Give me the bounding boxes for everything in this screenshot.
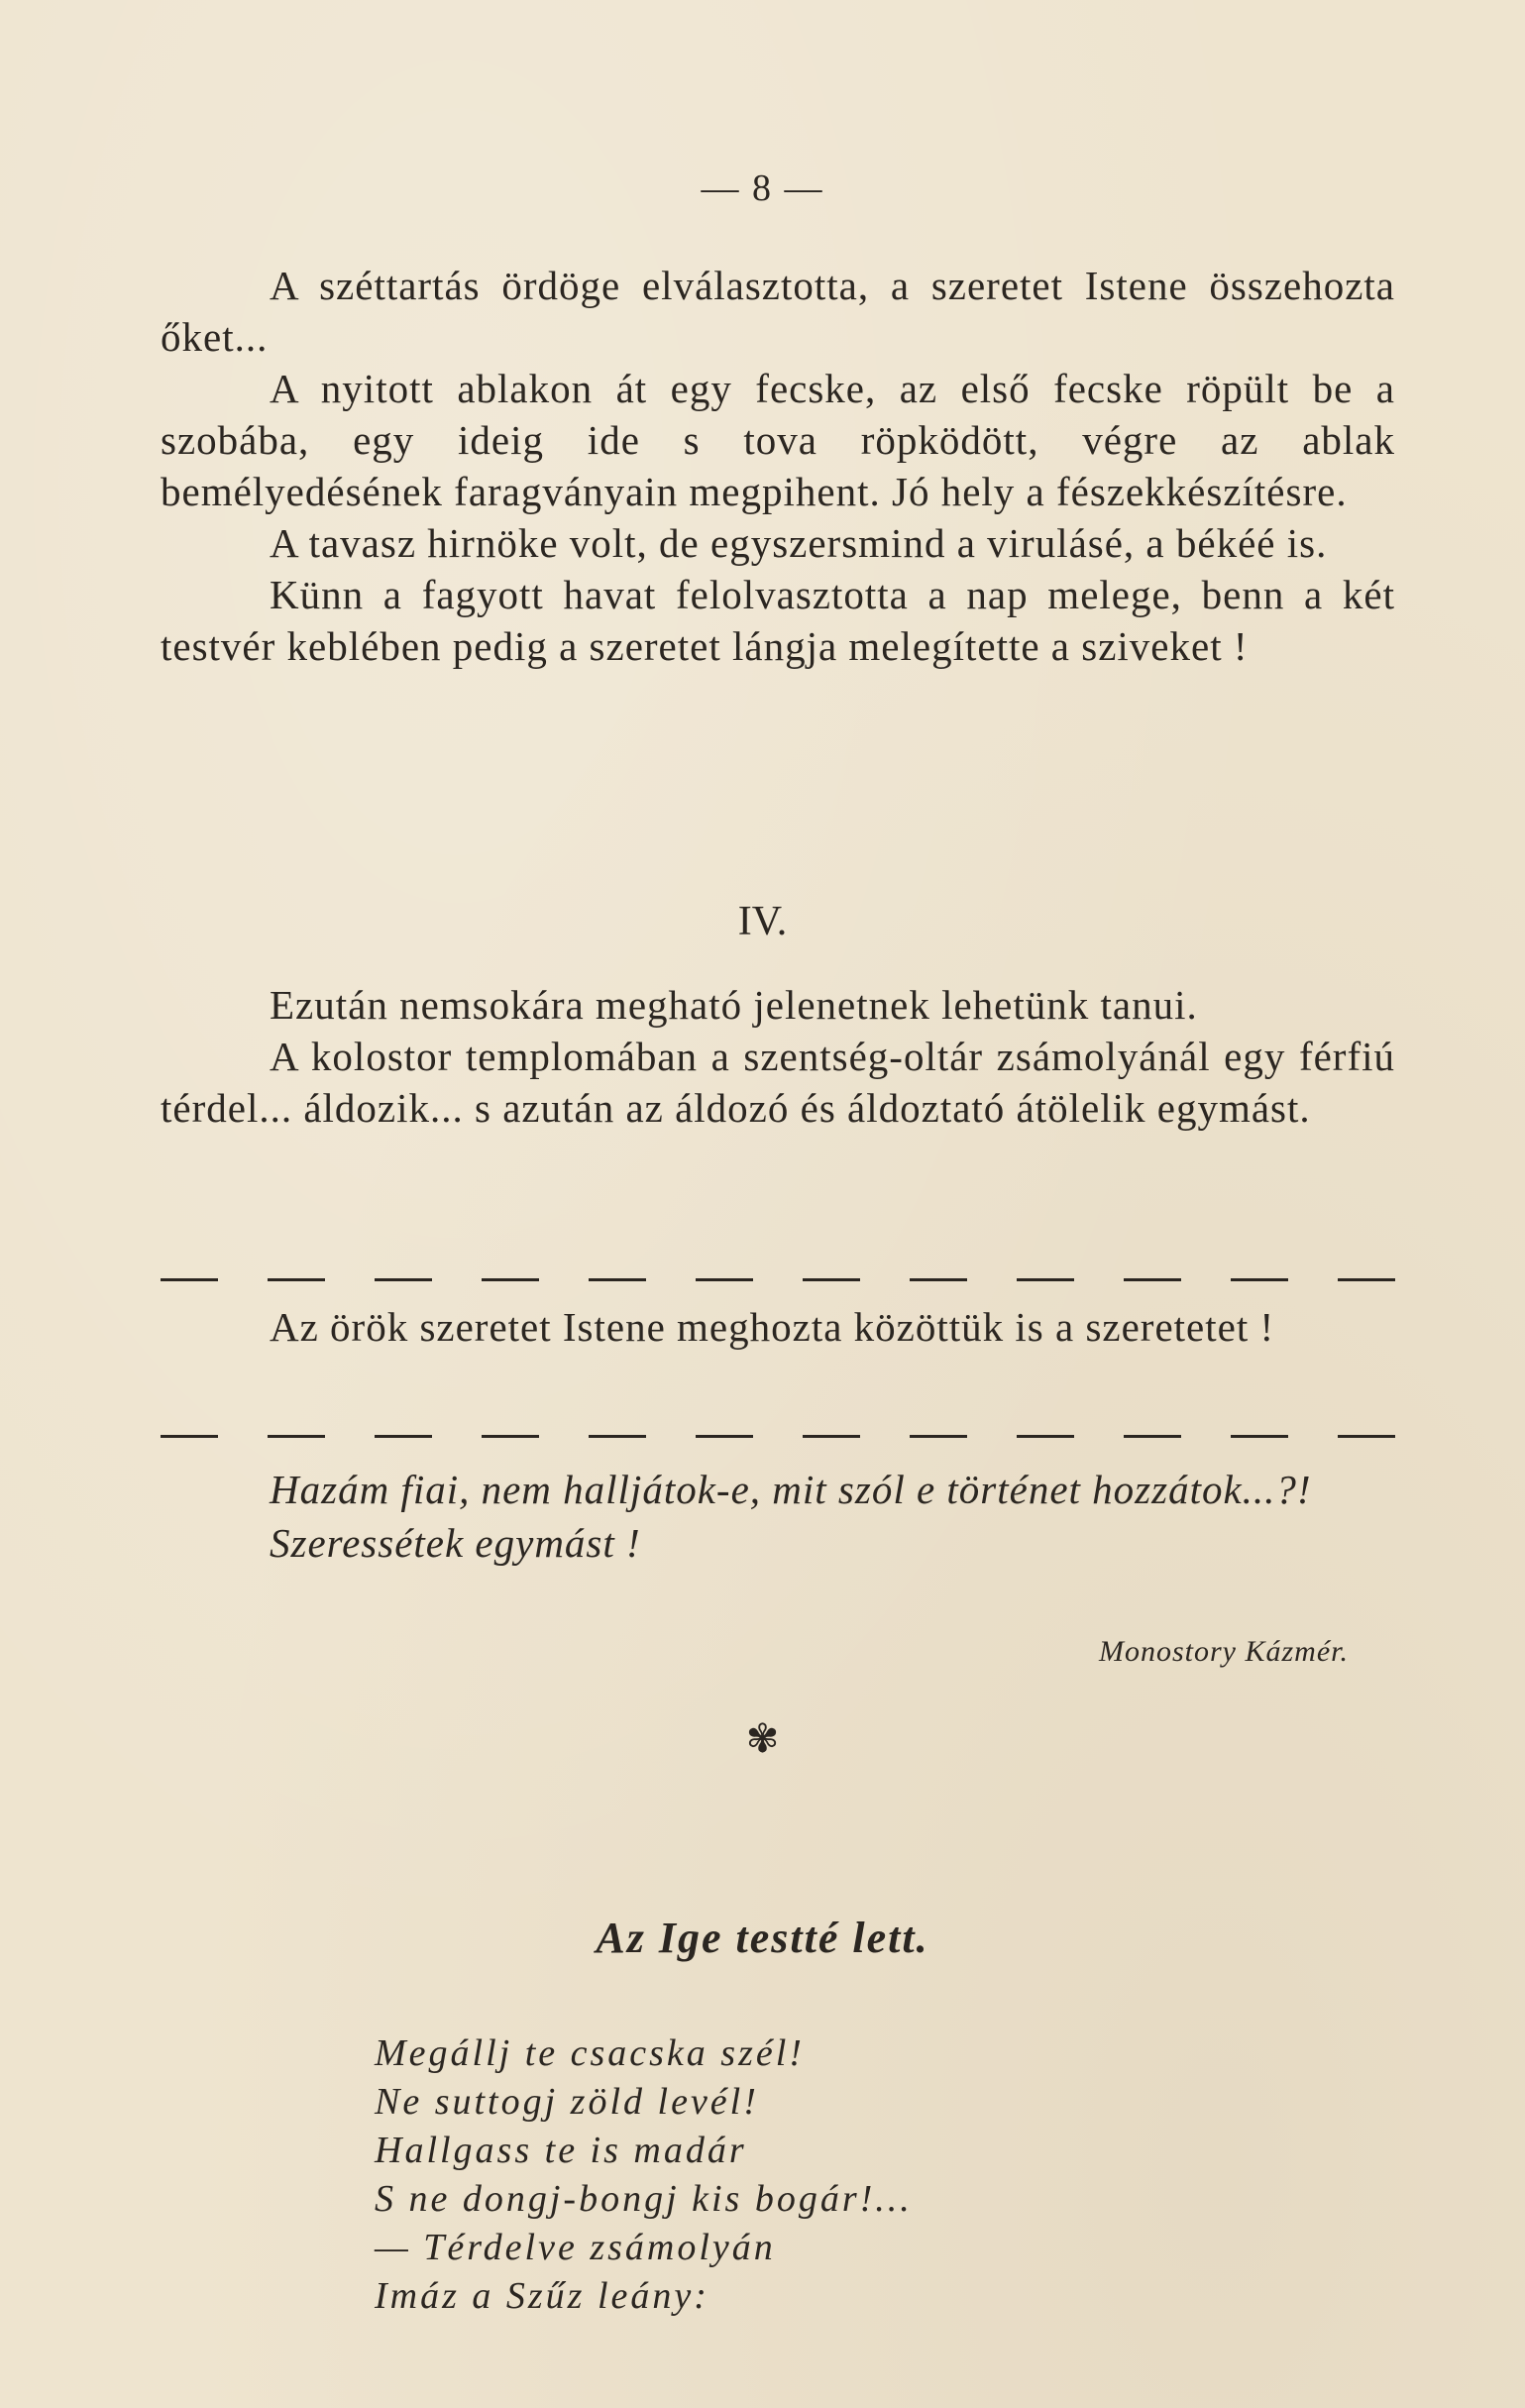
dash-separator [161,1435,1395,1439]
author-signature: Monostory Kázmér. [1098,1635,1349,1668]
poem-line: Imáz a Szűz leány: [375,2275,709,2317]
poem [375,2029,913,2321]
chapter-heading: IV. [737,899,788,944]
poem-line: Ne suttogj zöld levél! [375,2081,759,2123]
paragraph: A kolostor templomában a szentség-oltár zsámolyánál egy férfiú térdel... áldozik... s azután az áldozó és áldoztató átölelik egymást. [161,1034,1395,1131]
poem-line: S ne dongj-bongj kis bogár!... [375,2178,913,2220]
paragraph: Ezután nemsokára megható jelenetnek lehetünk tanui. [270,982,1198,1028]
page-number: — 8 — [701,167,824,209]
paragraph: A nyitott ablakon át egy fecske, az első fecske röpült be a szobába, egy ideig ide s tova röpködött, végre az ablak bemélyedésének faragványain megpihent. Jó hely a fészekkészítésre. [161,366,1395,514]
section-4 [161,1463,1395,1570]
poem-line: — Térdelve zsámolyán [375,2227,776,2268]
paragraph: Hazám fiai, nem halljátok-e, mit szól e történet hozzátok...?! [270,1467,1312,1512]
paragraph: A tavasz hirnöke volt, de egyszersmind a virulásé, a békéé is. [270,520,1328,566]
dash-separator [161,1278,1395,1282]
poem-title: Az Ige testté lett. [596,1914,929,1962]
poem-line: Hallgass te is madár [375,2130,747,2171]
poem-line: Megállj te csacska szél! [375,2032,805,2074]
section-1 [161,260,1395,672]
flower-ornament-icon: ✾ [745,1716,780,1762]
section-3 [161,1301,1395,1353]
paragraph: A széttartás ördöge elválasztotta, a szeretet Istene összehozta őket... [161,263,1395,360]
paragraph: Az örök szeretet Istene meghozta közöttük is a szeretetet ! [270,1304,1275,1350]
paragraph: Künn a fagyott havat felolvasztotta a nap melege, benn a két testvér keblében pedig a szeretet lángja melegítette a sziveket ! [161,572,1395,669]
paragraph: Szeressétek egymást ! [270,1520,641,1566]
section-2 [161,979,1395,1134]
